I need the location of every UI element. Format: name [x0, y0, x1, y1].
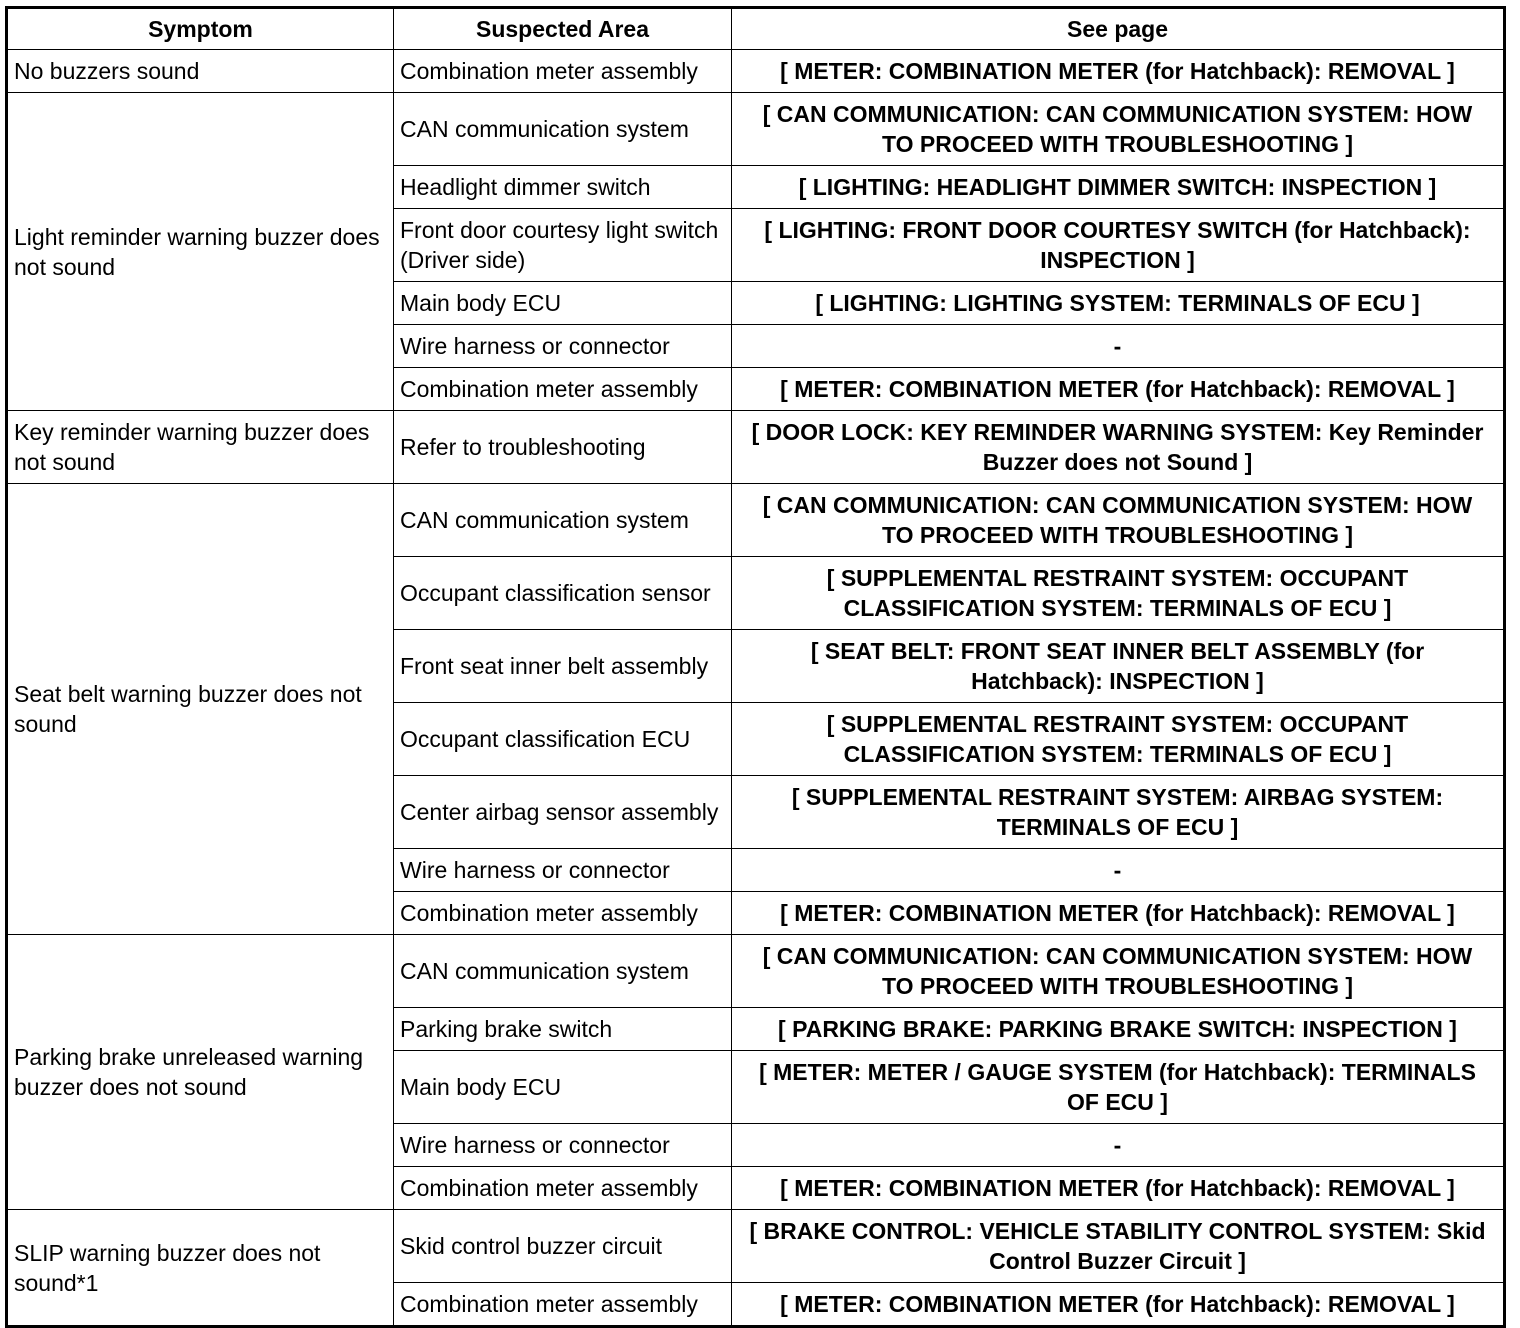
suspected-area-cell: Main body ECU: [394, 282, 732, 325]
suspected-area-cell: Skid control buzzer circuit: [394, 1210, 732, 1283]
see-page-cell: [ DOOR LOCK: KEY REMINDER WARNING SYSTEM: Key Reminder Buzzer does not Sound ]: [732, 411, 1505, 484]
suspected-area-cell: CAN communication system: [394, 484, 732, 557]
see-page-cell: [ LIGHTING: FRONT DOOR COURTESY SWITCH (for Hatchback): INSPECTION ]: [732, 209, 1505, 282]
see-page-cell: [ METER: COMBINATION METER (for Hatchback): REMOVAL ]: [732, 1167, 1505, 1210]
table-row: [7, 484, 1505, 557]
see-page-cell: [ METER: COMBINATION METER (for Hatchback): REMOVAL ]: [732, 1283, 1505, 1327]
suspected-area-cell: Wire harness or connector: [394, 325, 732, 368]
see-page-cell: [ CAN COMMUNICATION: CAN COMMUNICATION SYSTEM: HOW TO PROCEED WITH TROUBLESHOOTING ]: [732, 93, 1505, 166]
see-page-cell: [ CAN COMMUNICATION: CAN COMMUNICATION SYSTEM: HOW TO PROCEED WITH TROUBLESHOOTING ]: [732, 484, 1505, 557]
table-body: [7, 50, 1505, 1327]
suspected-area-cell: Front seat inner belt assembly: [394, 630, 732, 703]
see-page-cell: -: [732, 1124, 1505, 1167]
table-row: [7, 935, 1505, 1008]
suspected-area-cell: Main body ECU: [394, 1051, 732, 1124]
see-page-cell: [ SUPPLEMENTAL RESTRAINT SYSTEM: OCCUPANT CLASSIFICATION SYSTEM: TERMINALS OF ECU ]: [732, 703, 1505, 776]
symptom-cell: No buzzers sound: [7, 50, 394, 93]
see-page-cell: [ METER: COMBINATION METER (for Hatchback): REMOVAL ]: [732, 892, 1505, 935]
suspected-area-cell: Combination meter assembly: [394, 50, 732, 93]
header-see-page: See page: [732, 8, 1505, 50]
suspected-area-cell: CAN communication system: [394, 935, 732, 1008]
suspected-area-cell: Headlight dimmer switch: [394, 166, 732, 209]
symptom-cell: SLIP warning buzzer does not sound*1: [7, 1210, 394, 1327]
troubleshooting-table: [5, 6, 1506, 1328]
see-page-cell: [ CAN COMMUNICATION: CAN COMMUNICATION SYSTEM: HOW TO PROCEED WITH TROUBLESHOOTING ]: [732, 935, 1505, 1008]
see-page-cell: [ BRAKE CONTROL: VEHICLE STABILITY CONTROL SYSTEM: Skid Control Buzzer Circuit ]: [732, 1210, 1505, 1283]
see-page-cell: [ LIGHTING: LIGHTING SYSTEM: TERMINALS OF ECU ]: [732, 282, 1505, 325]
see-page-cell: [ METER: COMBINATION METER (for Hatchback): REMOVAL ]: [732, 368, 1505, 411]
symptom-cell: Seat belt warning buzzer does not sound: [7, 484, 394, 935]
suspected-area-cell: Combination meter assembly: [394, 1283, 732, 1327]
header-symptom: Symptom: [7, 8, 394, 50]
table-row: [7, 1210, 1505, 1283]
see-page-cell: -: [732, 849, 1505, 892]
suspected-area-cell: Occupant classification ECU: [394, 703, 732, 776]
table-row: [7, 411, 1505, 484]
suspected-area-cell: Wire harness or connector: [394, 1124, 732, 1167]
header-suspected-area: Suspected Area: [394, 8, 732, 50]
see-page-cell: -: [732, 325, 1505, 368]
suspected-area-cell: Combination meter assembly: [394, 1167, 732, 1210]
suspected-area-cell: Center airbag sensor assembly: [394, 776, 732, 849]
header-row: [7, 8, 1505, 50]
symptom-cell: Light reminder warning buzzer does not sound: [7, 93, 394, 411]
suspected-area-cell: Combination meter assembly: [394, 892, 732, 935]
suspected-area-cell: Front door courtesy light switch (Driver side): [394, 209, 732, 282]
see-page-cell: [ METER: COMBINATION METER (for Hatchback): REMOVAL ]: [732, 50, 1505, 93]
suspected-area-cell: CAN communication system: [394, 93, 732, 166]
see-page-cell: [ PARKING BRAKE: PARKING BRAKE SWITCH: INSPECTION ]: [732, 1008, 1505, 1051]
suspected-area-cell: Combination meter assembly: [394, 368, 732, 411]
symptom-cell: Parking brake unreleased warning buzzer does not sound: [7, 935, 394, 1210]
see-page-cell: [ SUPPLEMENTAL RESTRAINT SYSTEM: OCCUPANT CLASSIFICATION SYSTEM: TERMINALS OF ECU ]: [732, 557, 1505, 630]
table-row: [7, 93, 1505, 166]
symptom-cell: Key reminder warning buzzer does not sound: [7, 411, 394, 484]
table-row: [7, 50, 1505, 93]
see-page-cell: [ SUPPLEMENTAL RESTRAINT SYSTEM: AIRBAG SYSTEM: TERMINALS OF ECU ]: [732, 776, 1505, 849]
suspected-area-cell: Refer to troubleshooting: [394, 411, 732, 484]
suspected-area-cell: Occupant classification sensor: [394, 557, 732, 630]
suspected-area-cell: Wire harness or connector: [394, 849, 732, 892]
see-page-cell: [ SEAT BELT: FRONT SEAT INNER BELT ASSEMBLY (for Hatchback): INSPECTION ]: [732, 630, 1505, 703]
see-page-cell: [ METER: METER / GAUGE SYSTEM (for Hatchback): TERMINALS OF ECU ]: [732, 1051, 1505, 1124]
see-page-cell: [ LIGHTING: HEADLIGHT DIMMER SWITCH: INSPECTION ]: [732, 166, 1505, 209]
suspected-area-cell: Parking brake switch: [394, 1008, 732, 1051]
